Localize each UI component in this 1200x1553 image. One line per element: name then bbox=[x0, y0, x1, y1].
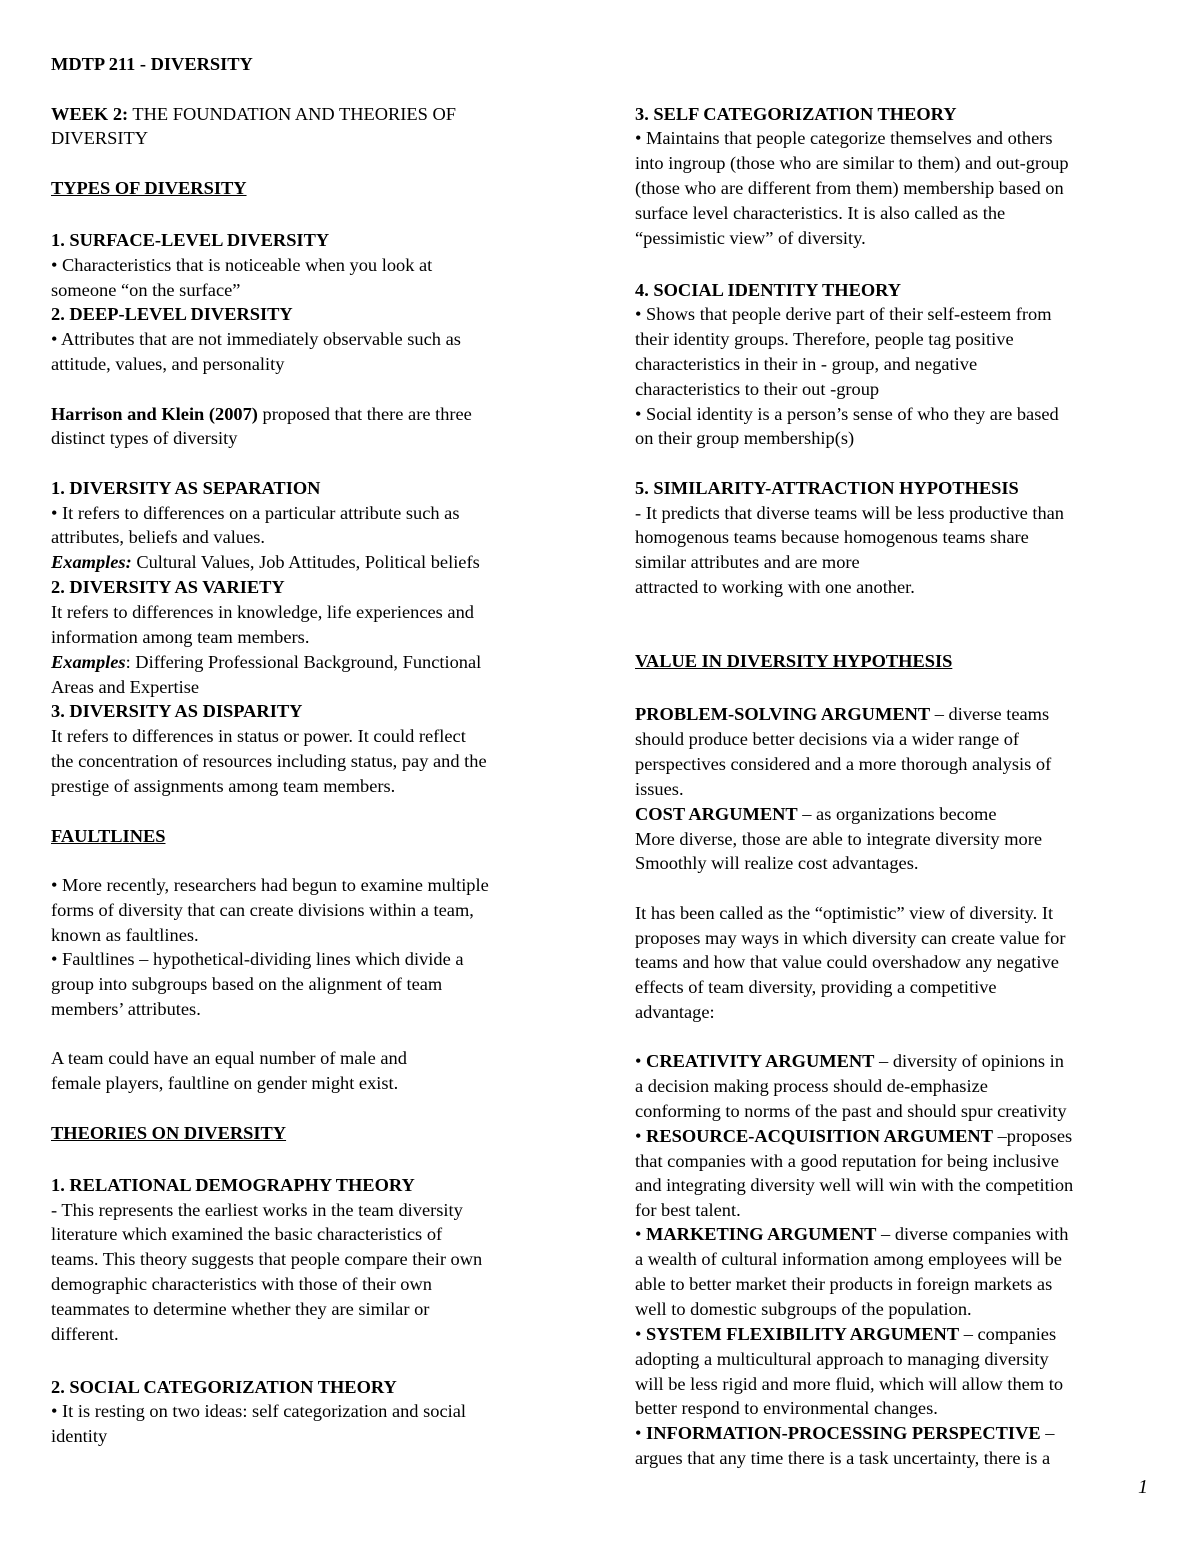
text-segment: • bbox=[635, 1423, 647, 1443]
text-segment: FAULTLINES bbox=[51, 826, 166, 846]
text-line bbox=[635, 1421, 1054, 1446]
text-segment: VALUE IN DIVERSITY HYPOTHESIS bbox=[635, 651, 953, 671]
text-segment: a decision making process should de-emphasize bbox=[635, 1076, 988, 1096]
text-line bbox=[635, 1000, 715, 1025]
text-line bbox=[635, 1322, 1056, 1347]
text-segment: – diverse teams bbox=[930, 704, 1050, 724]
text-segment: 2. SOCIAL CATEGORIZATION THEORY bbox=[51, 1377, 397, 1397]
text-line bbox=[51, 1322, 119, 1347]
text-segment: 4. SOCIAL IDENTITY THEORY bbox=[635, 280, 902, 300]
text-line bbox=[51, 1173, 415, 1198]
text-line bbox=[51, 675, 199, 700]
text-line bbox=[51, 228, 329, 253]
text-segment: – bbox=[1040, 1423, 1055, 1443]
text-line bbox=[635, 1149, 1059, 1174]
text-segment: female players, faultline on gender might exist. bbox=[51, 1073, 399, 1093]
text-line bbox=[51, 824, 165, 849]
text-segment: It has been called as the “optimistic” view of diversity. It bbox=[635, 903, 1054, 923]
text-segment: advantage: bbox=[635, 1002, 715, 1022]
text-line bbox=[635, 426, 854, 451]
text-line bbox=[635, 950, 1059, 975]
text-segment: attributes, beliefs and values. bbox=[51, 527, 265, 547]
text-line bbox=[635, 901, 1053, 926]
text-line bbox=[51, 426, 237, 451]
text-segment: distinct types of diversity bbox=[51, 428, 238, 448]
text-segment: : Differing Professional Background, Functional bbox=[125, 652, 482, 672]
text-line bbox=[635, 377, 879, 402]
text-segment: perspectives considered and a more thorough analysis of bbox=[635, 754, 1052, 774]
text-segment: 3. DIVERSITY AS DISPARITY bbox=[51, 701, 303, 721]
text-segment: Harrison and Klein (2007) bbox=[51, 404, 258, 424]
text-segment: their identity groups. Therefore, people tag positive bbox=[635, 329, 1014, 349]
text-segment: More diverse, those are able to integrate diversity more bbox=[635, 829, 1043, 849]
text-line bbox=[51, 126, 148, 151]
text-line bbox=[635, 1173, 1073, 1198]
text-line bbox=[635, 1074, 988, 1099]
text-line bbox=[51, 402, 472, 427]
text-line bbox=[635, 752, 1051, 777]
text-segment: someone “on the surface” bbox=[51, 280, 241, 300]
text-line bbox=[51, 176, 247, 201]
text-line bbox=[635, 151, 1069, 176]
text-segment: into ingroup (those who are similar to them) and out-group bbox=[635, 153, 1069, 173]
text-segment: information among team members. bbox=[51, 627, 310, 647]
text-segment: will be less rigid and more fluid, which will allow them to bbox=[635, 1374, 1064, 1394]
text-line bbox=[51, 749, 487, 774]
text-line bbox=[635, 352, 977, 377]
text-segment: CREATIVITY ARGUMENT bbox=[646, 1051, 875, 1071]
text-segment: adopting a multicultural approach to managing diversity bbox=[635, 1349, 1049, 1369]
text-segment: demographic characteristics with those of their own bbox=[51, 1274, 432, 1294]
text-segment: Areas and Expertise bbox=[51, 677, 200, 697]
text-segment: homogenous teams because homogenous teams share bbox=[635, 527, 1029, 547]
text-line bbox=[635, 1099, 1067, 1124]
text-segment: effects of team diversity, providing a competitive bbox=[635, 977, 997, 997]
text-segment: identity bbox=[51, 1426, 108, 1446]
text-segment: prestige of assignments among team members. bbox=[51, 776, 396, 796]
text-segment: • Attributes that are not immediately observable such as bbox=[51, 329, 461, 349]
text-line bbox=[635, 802, 997, 827]
text-segment: • Faultlines – hypothetical-dividing lines which divide a bbox=[51, 949, 464, 969]
text-line bbox=[635, 201, 1005, 226]
text-line bbox=[51, 972, 442, 997]
text-segment: • bbox=[635, 1224, 647, 1244]
text-segment: attitude, values, and personality bbox=[51, 354, 285, 374]
text-segment: characteristics to their out -group bbox=[635, 379, 880, 399]
text-segment: • More recently, researchers had begun to examine multiple bbox=[51, 875, 489, 895]
text-line bbox=[635, 278, 901, 303]
text-line bbox=[635, 1049, 1064, 1074]
text-segment: - This represents the earliest works in the team diversity bbox=[51, 1200, 463, 1220]
text-line bbox=[51, 1424, 107, 1449]
text-line bbox=[51, 699, 302, 724]
text-segment: better respond to environmental changes. bbox=[635, 1398, 938, 1418]
text-line bbox=[51, 600, 474, 625]
text-segment: characteristics in their in - group, and negative bbox=[635, 354, 978, 374]
text-segment: It refers to differences in status or power. It could reflect bbox=[51, 726, 466, 746]
text-line bbox=[51, 774, 395, 799]
text-segment: INFORMATION-PROCESSING PERSPECTIVE bbox=[646, 1423, 1041, 1443]
text-segment: literature which examined the basic characteristics of bbox=[51, 1224, 443, 1244]
text-line bbox=[51, 997, 201, 1022]
text-segment: teams and how that value could overshadow any negative bbox=[635, 952, 1059, 972]
text-segment: on their group membership(s) bbox=[635, 428, 855, 448]
text-line bbox=[51, 1247, 482, 1272]
text-line bbox=[635, 827, 1042, 852]
text-line bbox=[51, 625, 309, 650]
text-line bbox=[51, 1121, 286, 1146]
text-segment: a wealth of cultural information among employees will be bbox=[635, 1249, 1062, 1269]
text-line bbox=[635, 575, 915, 600]
text-line bbox=[51, 1198, 463, 1223]
text-segment: • It is resting on two ideas: self categorization and social bbox=[51, 1401, 467, 1421]
text-line bbox=[635, 226, 866, 251]
text-segment: should produce better decisions via a wider range of bbox=[635, 729, 1020, 749]
text-segment: able to better market their products in foreign markets as bbox=[635, 1274, 1053, 1294]
text-segment: MARKETING ARGUMENT bbox=[646, 1224, 877, 1244]
text-line bbox=[635, 1247, 1062, 1272]
text-line bbox=[51, 724, 466, 749]
text-line bbox=[635, 126, 1053, 151]
text-line bbox=[51, 1222, 442, 1247]
text-line bbox=[51, 1071, 398, 1096]
text-segment: similar attributes and are more bbox=[635, 552, 860, 572]
text-line bbox=[635, 975, 997, 1000]
text-segment: the concentration of resources including status, pay and the bbox=[51, 751, 487, 771]
text-line bbox=[51, 525, 265, 550]
text-segment: (those who are different from them) membership based on bbox=[635, 178, 1064, 198]
text-segment: Cultural Values, Job Attitudes, Political beliefs bbox=[131, 552, 480, 572]
text-line bbox=[51, 253, 432, 278]
text-line bbox=[635, 402, 1059, 427]
text-line bbox=[51, 352, 284, 377]
text-segment: THE FOUNDATION AND THEORIES OF bbox=[128, 104, 456, 124]
text-line bbox=[51, 327, 461, 352]
text-line bbox=[635, 727, 1019, 752]
text-segment: RESOURCE-ACQUISITION ARGUMENT bbox=[646, 1126, 993, 1146]
text-line bbox=[51, 1046, 407, 1071]
text-line bbox=[51, 102, 456, 127]
text-segment: THEORIES ON DIVERSITY bbox=[51, 1123, 287, 1143]
text-segment: known as faultlines. bbox=[51, 925, 199, 945]
text-segment: • Maintains that people categorize themselves and others bbox=[635, 128, 1053, 148]
text-line bbox=[51, 476, 320, 501]
text-segment: 2. DIVERSITY AS VARIETY bbox=[51, 577, 285, 597]
text-line bbox=[635, 501, 1064, 526]
text-segment: argues that any time there is a task uncertainty, there is a bbox=[635, 1448, 1051, 1468]
text-line bbox=[635, 1372, 1063, 1397]
text-segment: for best talent. bbox=[635, 1200, 741, 1220]
text-line bbox=[51, 302, 293, 327]
text-line bbox=[635, 1446, 1050, 1471]
text-segment: – diverse companies with bbox=[876, 1224, 1069, 1244]
text-line bbox=[51, 873, 489, 898]
text-segment: SYSTEM FLEXIBILITY ARGUMENT bbox=[646, 1324, 960, 1344]
text-segment: – companies bbox=[959, 1324, 1057, 1344]
course-title: MDTP 211 - DIVERSITY bbox=[51, 54, 253, 74]
text-segment: It refers to differences in knowledge, life experiences and bbox=[51, 602, 474, 622]
text-segment: proposes may ways in which diversity can create value for bbox=[635, 928, 1066, 948]
text-line bbox=[635, 1347, 1049, 1372]
text-segment: attracted to working with one another. bbox=[635, 577, 915, 597]
text-segment: forms of diversity that can create divisions within a team, bbox=[51, 900, 474, 920]
text-segment: proposed that there are three bbox=[257, 404, 472, 424]
text-segment: • bbox=[635, 1324, 647, 1344]
text-segment: PROBLEM-SOLVING ARGUMENT bbox=[635, 704, 931, 724]
text-segment: Examples bbox=[51, 652, 126, 672]
text-segment: group into subgroups based on the alignment of team bbox=[51, 974, 443, 994]
text-line bbox=[635, 851, 918, 876]
text-line bbox=[635, 476, 1019, 501]
text-line bbox=[51, 898, 474, 923]
text-line bbox=[635, 1297, 972, 1322]
text-line bbox=[51, 650, 481, 675]
text-line bbox=[51, 1399, 466, 1424]
page-number: 1 bbox=[1138, 1476, 1148, 1498]
text-segment: surface level characteristics. It is also called as the bbox=[635, 203, 1006, 223]
text-segment: COST ARGUMENT bbox=[635, 804, 798, 824]
text-segment: members’ attributes. bbox=[51, 999, 201, 1019]
text-line bbox=[51, 550, 480, 575]
text-line bbox=[635, 649, 952, 674]
text-line bbox=[635, 327, 1014, 352]
text-segment: – as organizations become bbox=[797, 804, 997, 824]
text-segment: A team could have an equal number of male and bbox=[51, 1048, 407, 1068]
text-line bbox=[635, 702, 1049, 727]
text-line bbox=[635, 525, 1029, 550]
text-segment: • Characteristics that is noticeable when you look at bbox=[51, 255, 433, 275]
text-segment: – diversity of opinions in bbox=[874, 1051, 1064, 1071]
text-segment: teams. This theory suggests that people compare their own bbox=[51, 1249, 483, 1269]
text-segment: 2. DEEP-LEVEL DIVERSITY bbox=[51, 304, 293, 324]
text-segment: - It predicts that diverse teams will be less productive than bbox=[635, 503, 1064, 523]
text-segment: • bbox=[635, 1051, 647, 1071]
text-segment: • It refers to differences on a particular attribute such as bbox=[51, 503, 460, 523]
text-segment: 3. SELF CATEGORIZATION THEORY bbox=[635, 104, 957, 124]
text-segment: “pessimistic view” of diversity. bbox=[635, 228, 866, 248]
text-segment: TYPES OF DIVERSITY bbox=[51, 178, 247, 198]
text-line bbox=[635, 1396, 938, 1421]
text-line bbox=[635, 777, 684, 802]
text-segment: 1. SURFACE-LEVEL DIVERSITY bbox=[51, 230, 330, 250]
text-segment: different. bbox=[51, 1324, 119, 1344]
text-segment: DIVERSITY bbox=[51, 128, 149, 148]
text-segment: Examples: bbox=[51, 552, 132, 572]
text-line bbox=[635, 1124, 1072, 1149]
text-line bbox=[51, 1272, 432, 1297]
text-line bbox=[635, 550, 860, 575]
text-line bbox=[635, 176, 1064, 201]
text-line bbox=[51, 278, 240, 303]
text-line bbox=[635, 1198, 741, 1223]
text-line bbox=[635, 102, 957, 127]
text-line bbox=[635, 302, 1052, 327]
text-line bbox=[51, 1297, 429, 1322]
text-line bbox=[635, 926, 1066, 951]
text-segment: 1. DIVERSITY AS SEPARATION bbox=[51, 478, 321, 498]
text-segment: 1. RELATIONAL DEMOGRAPHY THEORY bbox=[51, 1175, 415, 1195]
text-line bbox=[51, 1375, 397, 1400]
text-segment: Smoothly will realize cost advantages. bbox=[635, 853, 919, 873]
text-line bbox=[635, 1272, 1052, 1297]
text-segment: conforming to norms of the past and should spur creativity bbox=[635, 1101, 1067, 1121]
text-segment: • Shows that people derive part of their self-esteem from bbox=[635, 304, 1052, 324]
text-segment: and integrating diversity well will win with the competition bbox=[635, 1175, 1074, 1195]
text-line bbox=[635, 1222, 1069, 1247]
text-segment: that companies with a good reputation for being inclusive bbox=[635, 1151, 1059, 1171]
text-line bbox=[51, 947, 464, 972]
text-segment: WEEK 2: bbox=[51, 104, 129, 124]
text-segment: –proposes bbox=[992, 1126, 1073, 1146]
text-line bbox=[51, 575, 285, 600]
text-segment: teammates to determine whether they are similar or bbox=[51, 1299, 430, 1319]
text-line bbox=[51, 501, 459, 526]
text-segment: • Social identity is a person’s sense of who they are based bbox=[635, 404, 1059, 424]
text-segment: issues. bbox=[635, 779, 684, 799]
text-segment: 5. SIMILARITY-ATTRACTION HYPOTHESIS bbox=[635, 478, 1019, 498]
text-line bbox=[51, 923, 199, 948]
text-segment: well to domestic subgroups of the population. bbox=[635, 1299, 972, 1319]
text-segment: • bbox=[635, 1126, 647, 1146]
